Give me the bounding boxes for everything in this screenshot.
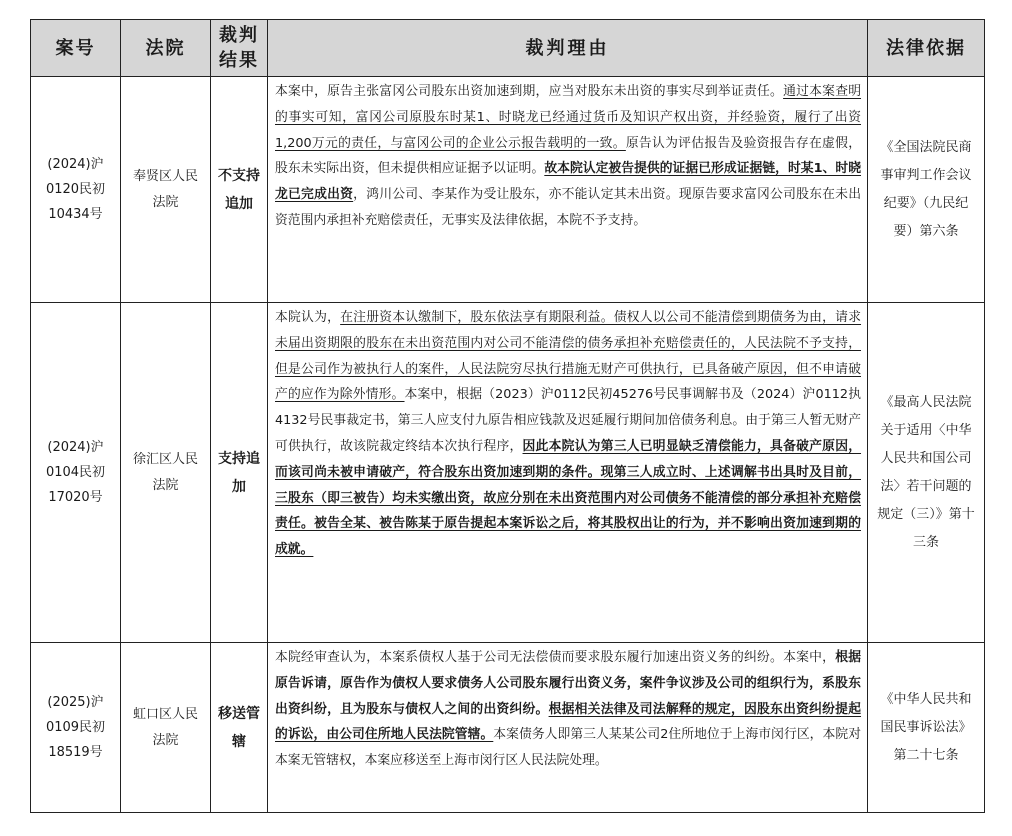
header-basis: 法律依据 xyxy=(868,20,985,77)
reason-segment: 通过本案查明的事实可知，富冈公司原股东时某1、时晓龙已经通过货币及知识产权出资，并经验资，履行了出资1,200万元的责任，与富冈公司的企业公示报告载明的一致。 xyxy=(275,84,862,151)
header-reason: 裁判理由 xyxy=(268,20,868,77)
judgment-reason xyxy=(268,303,868,643)
reason-segment: 本案中，原告主张富冈公司股东出资加速到期，应当对股东未出资的事实尽到举证责任。 xyxy=(275,84,784,99)
judgment-result: 移送管辖 xyxy=(211,643,268,813)
reason-segment: 本案中，根据（2023）沪0112民初45276号民事调解书及（2024）沪0112执4132号民事裁定书，第三人应支付九原告相应钱款及迟延履行期间加倍债务利息。由于第三人暂无财产可供执行，故该院裁定终结本次执行程序， xyxy=(275,387,862,454)
table-row xyxy=(31,77,985,303)
reason-segment: 本院认为， xyxy=(275,310,341,325)
legal-basis: 《最高人民法院关于适用〈中华人民共和国公司法〉若干问题的规定（三）》第十三条 xyxy=(868,303,985,643)
reason-segment: 本案债务人即第三人某某公司2住所地位于上海市闵行区，本院对本案无管辖权，本案应移送至上海市闵行区人民法院处理。 xyxy=(275,727,861,769)
reason-segment: 故本院认定被告提供的证据已形成证据链，时某1、时晓龙已完成出资 xyxy=(275,161,862,203)
reason-segment: 本院经审查认为，本案系债权人基于公司无法偿债而要求股东履行加速出资义务的纠纷。本案中， xyxy=(275,650,836,665)
legal-basis: 《中华人民共和国民事诉讼法》第二十七条 xyxy=(868,643,985,813)
case-number: (2024)沪0104民初17020号 xyxy=(31,303,121,643)
case-number: (2024)沪0120民初10434号 xyxy=(31,77,121,303)
table-row xyxy=(31,303,985,643)
judgment-reason xyxy=(268,643,868,813)
header-court: 法院 xyxy=(121,20,211,77)
judgment-result: 支持追加 xyxy=(211,303,268,643)
judgment-result: 不支持追加 xyxy=(211,77,268,303)
table-header-row xyxy=(31,20,985,77)
legal-basis: 《全国法院民商事审判工作会议纪要》（九民纪要）第六条 xyxy=(868,77,985,303)
reason-segment: 根据相关法律及司法解释的规定，因股东出资纠纷提起的诉讼，由公司住所地人民法院管辖。 xyxy=(275,701,862,743)
reason-segment: 在注册资本认缴制下，股东依法享有期限利益。债权人以公司不能清偿到期债务为由，请求未届出资期限的股东在未出资范围内对公司不能清偿的债务承担补充赔偿责任的，人民法院不予支持，但是公司作为被执行人的案件，人民法院穷尽执行措施无财产可供执行，已具备破产原因，但不申请破产的应作为除外情形。 xyxy=(275,310,862,403)
reason-segment: 原告认为评估报告及验资报告存在虚假，股东未实际出资，但未提供相应证据予以证明。 xyxy=(275,135,862,177)
court-name: 奉贤区人民法院 xyxy=(121,77,211,303)
court-name: 虹口区人民法院 xyxy=(121,643,211,813)
reason-segment: 根据原告诉请，原告作为债权人要求债务人公司股东履行出资义务，案件争议涉及公司的组织行为，系股东出资纠纷，且为股东与债权人之间的出资纠纷。 xyxy=(275,650,862,717)
table-row xyxy=(31,643,985,813)
reason-segment: 因此本院认为第三人已明显缺乏清偿能力，具备破产原因，而该司尚未被申请破产，符合股东出资加速到期的条件。现第三人成立时、上述调解书出具时及目前，三股东（即三被告）均未实缴出资，故应分别在未出资范围内对公司债务不能清偿的部分承担补充赔偿责任。被告全某、被告陈某于原告提起本案诉讼之后，将其股权出让的行为，并不影响出资加速到期的成就。 xyxy=(275,438,862,558)
header-result: 裁判结果 xyxy=(211,20,268,77)
court-name: 徐汇区人民法院 xyxy=(121,303,211,643)
judgment-table xyxy=(30,19,985,813)
reason-segment: ，鸿川公司、李某作为受让股东，亦不能认定其未出资。现原告要求富冈公司股东在未出资范围内承担补充赔偿责任，无事实及法律依据，本院不予支持。 xyxy=(275,187,862,228)
header-case-no: 案号 xyxy=(31,20,121,77)
judgment-reason xyxy=(268,77,868,303)
case-number: (2025)沪0109民初18519号 xyxy=(31,643,121,813)
